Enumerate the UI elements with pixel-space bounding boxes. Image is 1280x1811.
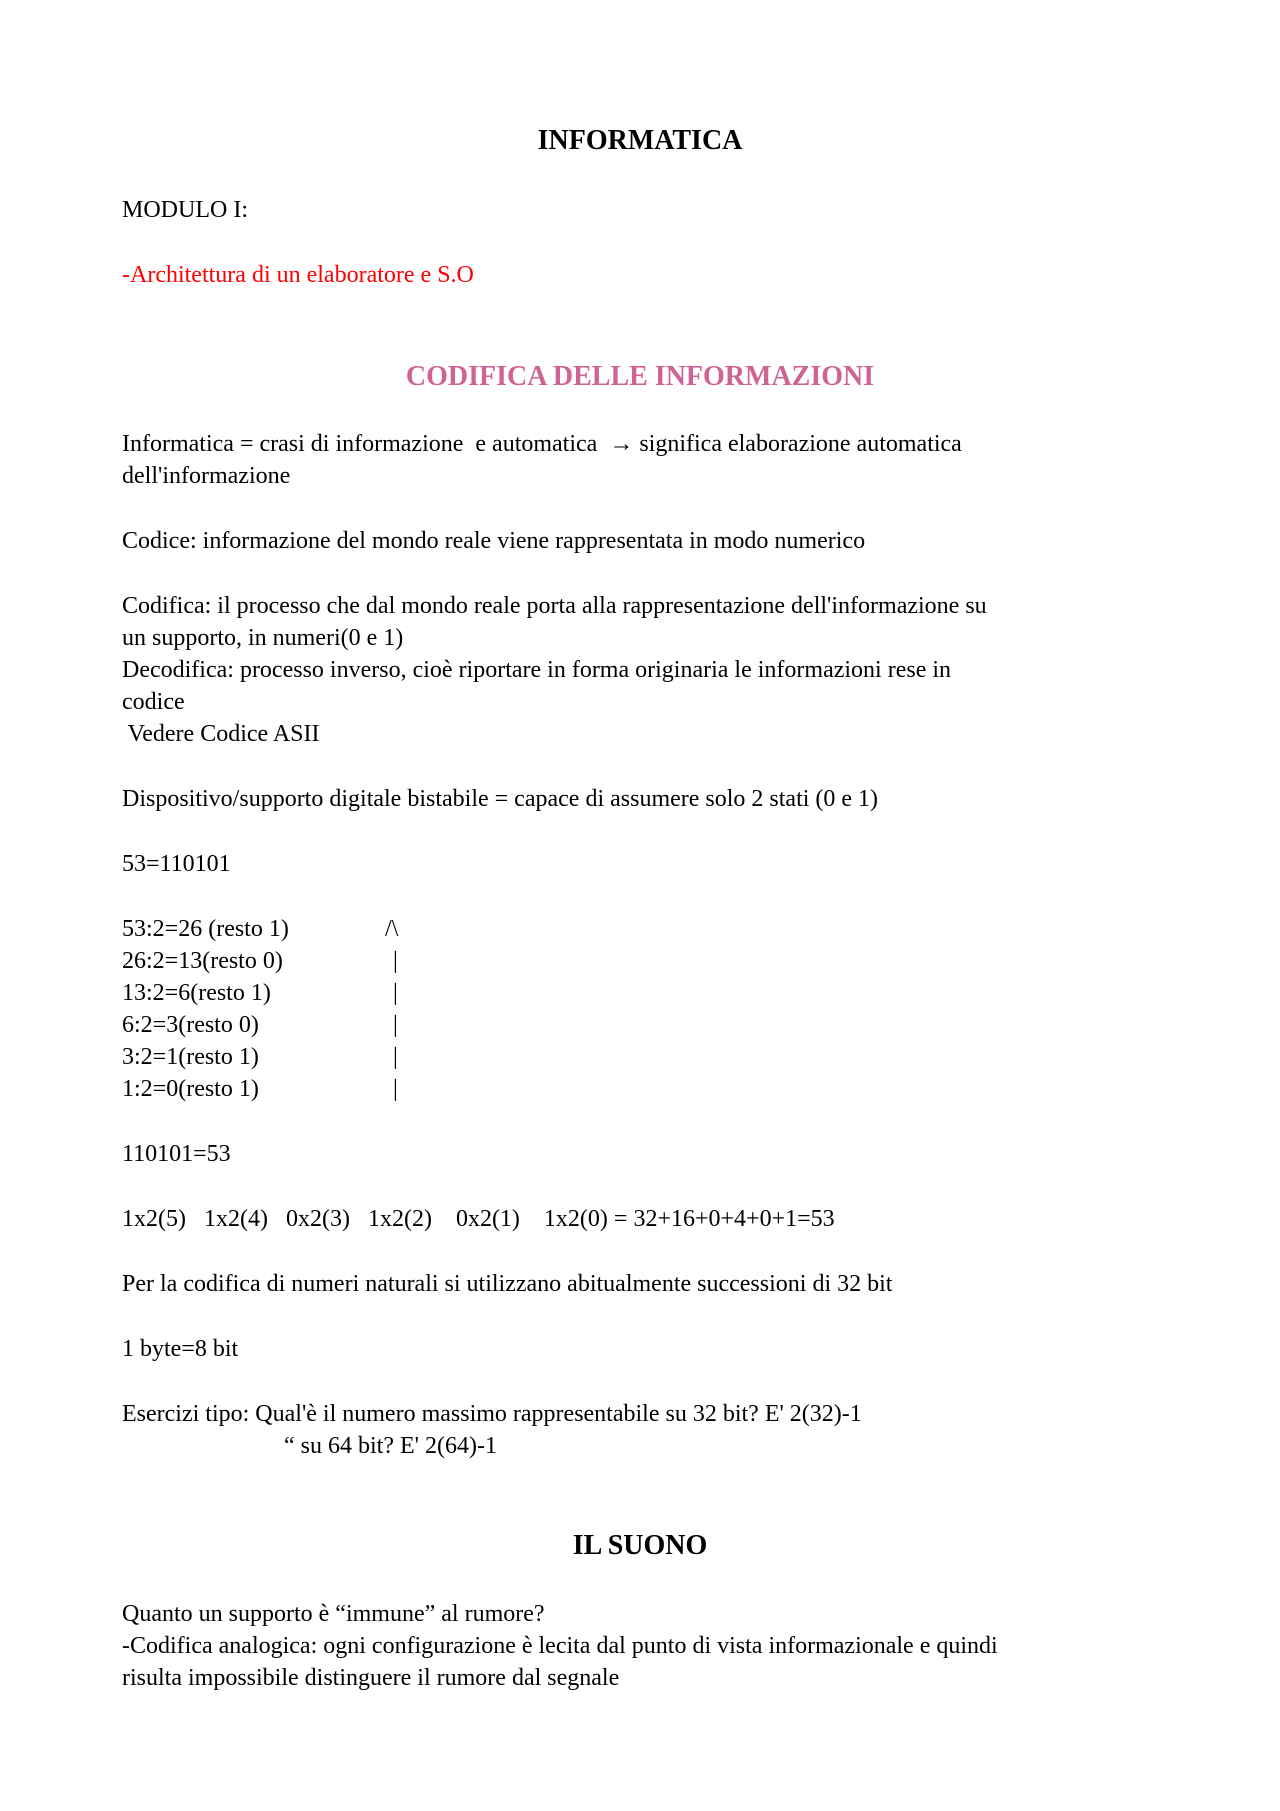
division-arrow-mark: | [393,1076,398,1102]
division-arrow-mark: | [393,1044,398,1070]
codifica-definition-line1: Codifica: il processo che dal mondo reale porta alla rappresentazione dell'informazione su [122,593,987,619]
informatica-definition-line2: dell'informazione [122,463,291,489]
division-step: 13:2=6(resto 1) [122,980,271,1006]
exercise-line1: Esercizi tipo: Qual'è il numero massimo rappresentabile su 32 bit? E' 2(32)-1 [122,1401,862,1427]
dispositivo-definition: Dispositivo/supporto digitale bistabile = capace di assumere solo 2 stati (0 e 1) [122,786,879,812]
division-arrow-mark: /\ [385,916,399,942]
document-title: INFORMATICA [537,125,743,156]
module-label: MODULO I: [122,197,248,223]
byte-definition: 1 byte=8 bit [122,1336,239,1362]
informatica-definition-line1: Informatica = crasi di informazione e automatica → significa elaborazione automatica [122,431,962,457]
noise-question: Quanto un supporto è “immune” al rumore? [122,1601,545,1627]
vedere-codice-note: Vedere Codice ASII [122,721,320,747]
division-step: 53:2=26 (resto 1) [122,916,289,942]
section-heading-suono: IL SUONO [572,1530,708,1561]
analog-coding-line1: -Codifica analogica: ogni configurazione è lecita dal punto di vista informazionale e quindi [122,1633,998,1659]
decodifica-definition-line1: Decodifica: processo inverso, cioè riportare in forma originaria le informazioni rese in [122,657,952,683]
division-step: 3:2=1(resto 1) [122,1044,259,1070]
exercise-line2: “ su 64 bit? E' 2(64)-1 [284,1433,497,1459]
codice-definition: Codice: informazione del mondo reale viene rappresentata in modo numerico [122,528,866,554]
module-topic: -Architettura di un elaboratore e S.O [122,262,474,288]
example-decimal-to-binary: 53=110101 [122,851,231,877]
powers-expansion: 1x2(5) 1x2(4) 0x2(3) 1x2(2) 0x2(1) 1x2(0) = 32+16+0+4+0+1=53 [122,1206,835,1232]
division-arrow-mark: | [393,980,398,1006]
natural-numbers-note: Per la codifica di numeri naturali si utilizzano abitualmente successioni di 32 bit [122,1271,893,1297]
division-step: 6:2=3(resto 0) [122,1012,259,1038]
example-binary-to-decimal: 110101=53 [122,1141,231,1167]
division-step: 1:2=0(resto 1) [122,1076,259,1102]
decodifica-definition-line2: codice [122,689,185,715]
codifica-definition-line2: un supporto, in numeri(0 e 1) [122,625,404,651]
section-heading-codifica: CODIFICA DELLE INFORMAZIONI [405,361,875,392]
analog-coding-line2: risulta impossibile distinguere il rumore dal segnale [122,1665,620,1691]
division-step: 26:2=13(resto 0) [122,948,283,974]
division-arrow-mark: | [393,1012,398,1038]
division-arrow-mark: | [393,948,398,974]
